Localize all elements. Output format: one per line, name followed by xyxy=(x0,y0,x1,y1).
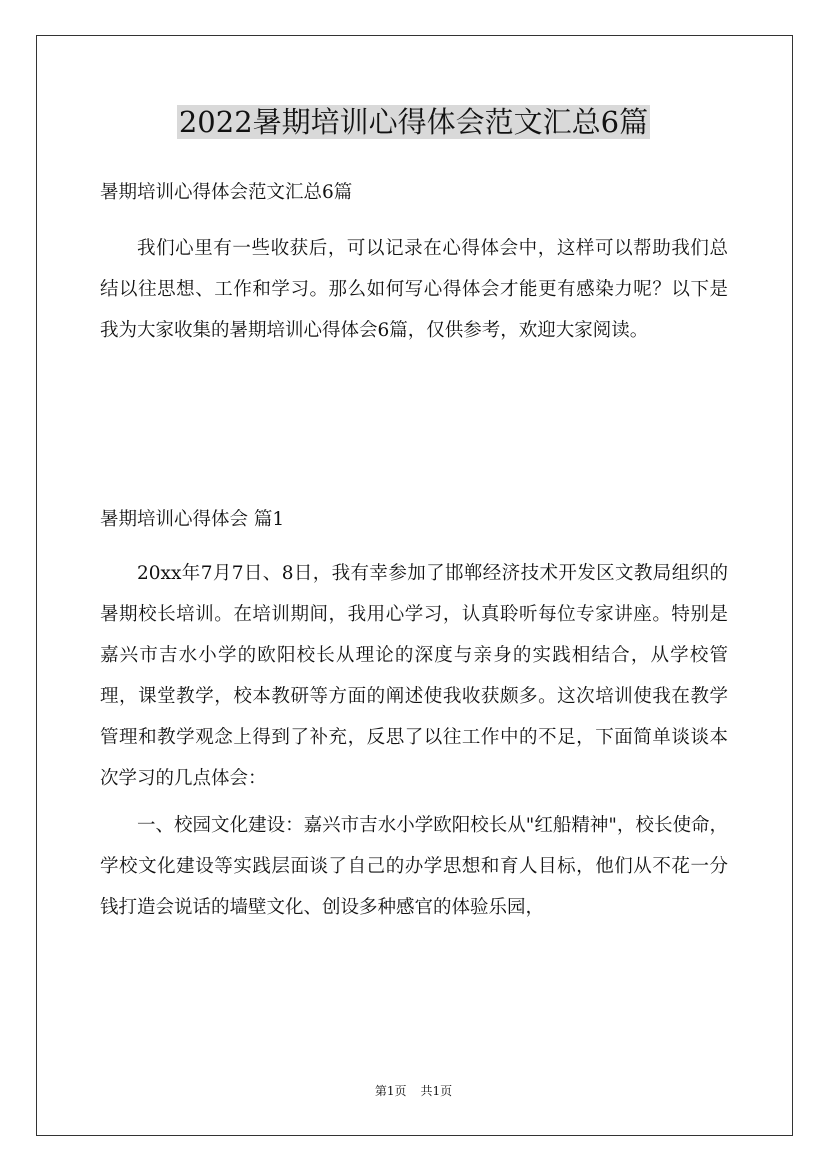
intro-section xyxy=(100,228,728,351)
page-number: 第1页 xyxy=(374,1084,407,1098)
document-title xyxy=(0,100,827,144)
section-1-paragraph-1: 20xx年7月7日、8日，我有幸参加了邯郸经济技术开发区文教局组织的暑期校长培训。在培训期间，我用心学习，认真聆听每位专家讲座。特别是嘉兴市吉水小学的欧阳校长从理论的深度与亲身的实践相结合，从学校管理，课堂教学，校本教研等方面的阐述使我收获颇多。这次培训使我在教学管理和教学观念上得到了补充，反思了以往工作中的不足，下面简单谈谈本次学习的几点体会： xyxy=(100,563,728,789)
intro-paragraph: 我们心里有一些收获后，可以记录在心得体会中，这样可以帮助我们总结以往思想、工作和学习。那么如何写心得体会才能更有感染力呢？以下是我为大家收集的暑期培训心得体会6篇，仅供参考，欢迎大家阅读。 xyxy=(100,238,728,341)
section-1-heading: 暑期培训心得体会 篇1 xyxy=(100,509,285,530)
document-title-text: 2022暑期培训心得体会范文汇总6篇 xyxy=(178,105,649,139)
page-total: 共1页 xyxy=(420,1084,453,1098)
section-1-paragraph-2: 一、校园文化建设：嘉兴市吉水小学欧阳校长从"红船精神"，校长使命，学校文化建设等实践层面谈了自己的办学思想和育人目标，他们从不花一分钱打造会说话的墙壁文化、创设多种感官的体验乐园， xyxy=(100,815,728,918)
document-subtitle: 暑期培训心得体会范文汇总6篇 xyxy=(100,182,353,203)
page-footer xyxy=(0,1083,827,1099)
section-1-body xyxy=(100,553,728,928)
